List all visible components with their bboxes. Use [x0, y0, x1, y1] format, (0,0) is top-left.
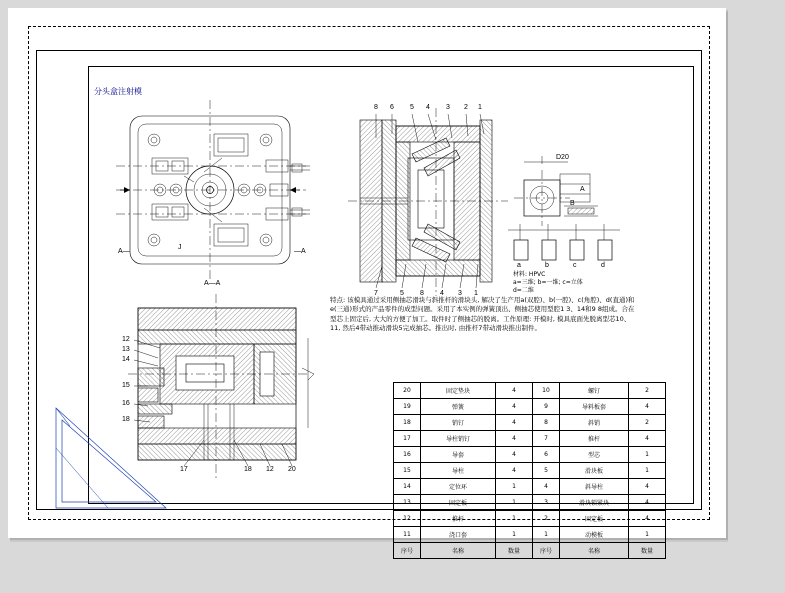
callout-top-2: 5 — [410, 104, 414, 111]
table-cell: 推杆 — [421, 511, 496, 527]
table-cell: 斜销 — [560, 415, 629, 431]
mould-assembly-section — [348, 108, 508, 296]
table-header-cell: 数量 — [496, 543, 533, 559]
table-cell: 2 — [629, 415, 666, 431]
callout-top-6: 1 — [478, 104, 482, 111]
callout-bottom2-3: 20 — [288, 466, 296, 473]
table-cell: 4 — [629, 479, 666, 495]
table-cell: 1 — [629, 463, 666, 479]
callout-bottom-1: 5 — [400, 290, 404, 297]
table-cell: 18 — [394, 415, 421, 431]
callout-left-1: 13 — [122, 346, 130, 353]
table-header-cell: 数量 — [629, 543, 666, 559]
plan-view-top-left — [116, 100, 310, 280]
table-cell: 4 — [496, 447, 533, 463]
table-cell: 4 — [629, 431, 666, 447]
table-row — [394, 399, 666, 415]
table-cell: 导料板套 — [560, 399, 629, 415]
table-cell: 弹簧 — [421, 399, 496, 415]
table-cell: 4 — [629, 399, 666, 415]
table-cell: 4 — [496, 383, 533, 399]
detail-letter-d: d — [601, 262, 605, 269]
table-cell: 4 — [629, 511, 666, 527]
table-cell: 10 — [533, 383, 560, 399]
table-cell: 1 — [629, 447, 666, 463]
callout-left-0: 12 — [122, 336, 130, 343]
table-cell: 固定板 — [421, 495, 496, 511]
table-header-cell: 名称 — [560, 543, 629, 559]
table-cell: 6 — [533, 447, 560, 463]
callout-top-3: 4 — [426, 104, 430, 111]
table-header-cell: 名称 — [421, 543, 496, 559]
table-cell: 1 — [629, 527, 666, 543]
callout-top-5: 2 — [464, 104, 468, 111]
table-cell: 14 — [394, 479, 421, 495]
table-row — [394, 431, 666, 447]
table-cell: 16 — [394, 447, 421, 463]
table-row — [394, 511, 666, 527]
table-cell: 7 — [533, 431, 560, 447]
callout-bottom-5: 1 — [474, 290, 478, 297]
table-row — [394, 447, 666, 463]
table-cell: 15 — [394, 463, 421, 479]
table-cell: 4 — [496, 431, 533, 447]
table-cell: 固定垫块 — [421, 383, 496, 399]
callout-bottom-0: 7 — [374, 290, 378, 297]
table-cell: 9 — [533, 399, 560, 415]
table-cell: 推杆 — [560, 431, 629, 447]
table-cell: 11 — [394, 527, 421, 543]
table-cell: 2 — [533, 511, 560, 527]
table-cell: 17 — [394, 431, 421, 447]
table-cell: 螺钉 — [560, 383, 629, 399]
table-cell: 滑块板 — [560, 463, 629, 479]
table-cell: 3 — [533, 495, 560, 511]
detail-letter-b: b — [545, 262, 549, 269]
table-cell: 固定板 — [560, 511, 629, 527]
table-cell: 5 — [533, 463, 560, 479]
detail-letter-c: c — [573, 262, 577, 269]
table-cell: 4 — [629, 495, 666, 511]
table-cell: 1 — [496, 511, 533, 527]
table-cell: 定位环 — [421, 479, 496, 495]
table-header-cell: 序号 — [533, 543, 560, 559]
callout-left-3: 15 — [122, 382, 130, 389]
table-cell: 1 — [533, 527, 560, 543]
section-view-a-a — [128, 294, 314, 478]
table-cell: 4 — [496, 463, 533, 479]
table-row — [394, 463, 666, 479]
dim-label-b: B — [570, 200, 575, 207]
table-cell: 4 — [496, 415, 533, 431]
detail-view-d20 — [514, 156, 598, 226]
table-cell: 19 — [394, 399, 421, 415]
callout-bottom-2: 8 — [420, 290, 424, 297]
callout-bottom-4: 3 — [458, 290, 462, 297]
bom-table — [393, 382, 666, 559]
detail-letter-a: a — [517, 262, 521, 269]
callout-bottom2-1: 18 — [244, 466, 252, 473]
table-cell: 4 — [533, 479, 560, 495]
drawing-sheet — [8, 8, 726, 555]
callout-top-4: 3 — [446, 104, 450, 111]
table-cell: 20 — [394, 383, 421, 399]
callout-top-0: 8 — [374, 104, 378, 111]
table-cell: 销钉 — [421, 415, 496, 431]
dim-label-d20: D20 — [556, 154, 569, 161]
table-cell: 1 — [496, 495, 533, 511]
table-cell: 斜导柱 — [560, 479, 629, 495]
section-label-a-left: A— — [118, 248, 130, 255]
material-note-1: a=三维; b=一维; c=立体 — [513, 279, 583, 286]
table-cell: 13 — [394, 495, 421, 511]
section-label-j: J — [178, 244, 182, 251]
table-row — [394, 383, 666, 399]
callout-bottom2-2: 12 — [266, 466, 274, 473]
section-label-a-right: —A — [294, 248, 306, 255]
table-header-row — [394, 543, 666, 559]
table-cell: 8 — [533, 415, 560, 431]
table-cell: 1 — [496, 527, 533, 543]
callout-bottom-3: 4 — [440, 290, 444, 297]
callout-bottom2-0: 17 — [180, 466, 188, 473]
design-notes: 特点: 该模具通过采用侧抽芯滑块与斜推杆的滑块头, 解决了生产用a(双腔)、b(一腔)、c(角腔)、d(直通)和e(三通)形式的产品零件的成型问题。采用了本实例的弹簧顶出、侧抽芯使用型腔1 3、14和9 8组成。合在型芯上固定后, 大大的方便了加工。取件时了侧抽芯的脱离。工作原理: 开模时, 模具底面先脱离型芯10、11, 然后4带动推动滑块5完成抽芯。推出时, 由推杆7带动滑块推出制件。 — [330, 296, 635, 333]
table-cell: 动模板 — [560, 527, 629, 543]
table-cell: 型芯 — [560, 447, 629, 463]
dim-label-a: A — [580, 186, 585, 193]
table-row — [394, 527, 666, 543]
table-row — [394, 479, 666, 495]
table-row — [394, 415, 666, 431]
section-label-a-a: A—A — [204, 280, 221, 287]
drawing-title: 分头盒注射模 — [94, 87, 142, 96]
table-header-cell: 序号 — [394, 543, 421, 559]
callout-left-4: 16 — [122, 400, 130, 407]
material-note-0: 材料: HPVC — [513, 271, 546, 278]
table-cell: 导套 — [421, 447, 496, 463]
detail-parts-abcd — [508, 224, 620, 260]
table-cell: 12 — [394, 511, 421, 527]
callout-top-1: 6 — [390, 104, 394, 111]
table-cell: 滑块锁紧块 — [560, 495, 629, 511]
table-cell: 2 — [629, 383, 666, 399]
callout-left-2: 14 — [122, 356, 130, 363]
table-cell: 1 — [496, 479, 533, 495]
table-row — [394, 495, 666, 511]
material-note-2: d=二维 — [513, 287, 534, 294]
table-cell: 导柱 — [421, 463, 496, 479]
table-cell: 导柱销钉 — [421, 431, 496, 447]
table-cell: 4 — [496, 399, 533, 415]
table-cell: 浇口套 — [421, 527, 496, 543]
callout-left-5: 18 — [122, 416, 130, 423]
